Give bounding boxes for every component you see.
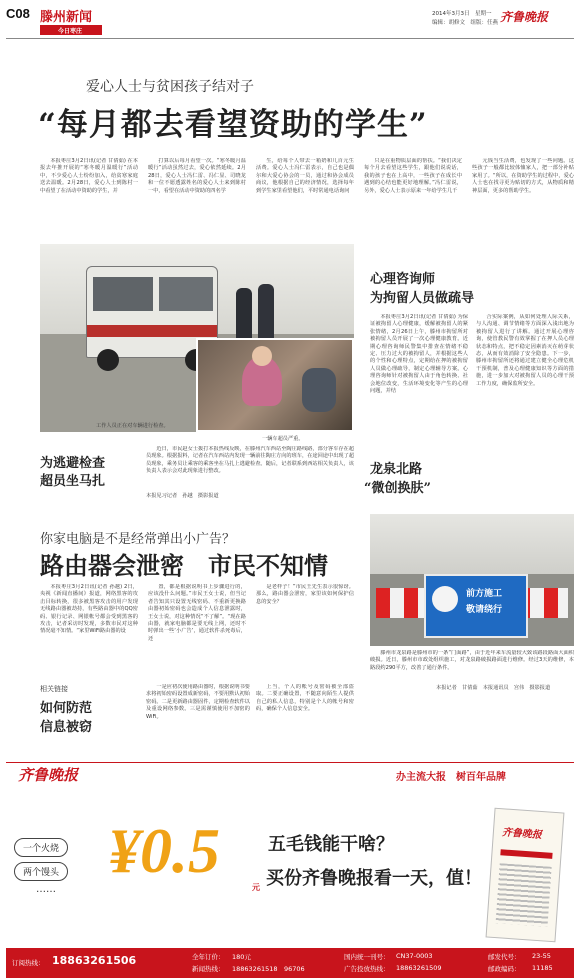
related-link-kicker: 相关链接	[40, 685, 68, 693]
lead-headline: “每月都去看望资助的学生”	[38, 107, 428, 143]
staff-line: 编辑：胡修文 组版：任燕	[432, 20, 499, 26]
bus-inspection-photo	[40, 244, 354, 432]
sky	[370, 514, 574, 574]
cn-number: CN37-0003	[396, 952, 433, 960]
annual-price-label: 全年订价：	[192, 953, 225, 961]
related-link-title-line1: 如何防范	[40, 701, 93, 716]
hotline-label: 订阅热线：	[12, 959, 45, 967]
subsection-title: 今日枣庄	[58, 28, 83, 35]
overloaded-bus-inset-photo	[196, 338, 354, 432]
ad-hotline: 18863261509	[396, 964, 442, 972]
passenger-figure	[302, 368, 336, 412]
ad-question: 五毛钱能干啥？	[268, 834, 394, 855]
photo-caption-a: 工作人员正在对车辆进行检查。	[96, 423, 169, 429]
passenger-face	[252, 346, 272, 366]
subscription-advertisement	[0, 752, 580, 980]
related-link-column-1: 一是应初次使用路由器时，根据说明书要求将初始密码设置成新密码，不要用默认初始密码。二是更新路由器固件，定期检查软件以及重设网络参数。三是需谨慎使用不加密的WiFi。	[146, 684, 250, 720]
bus-stripe	[87, 325, 217, 337]
ad-ellipsis: ……	[36, 884, 56, 895]
ad-pill-2: 两个馒头	[14, 862, 68, 881]
ad-answer: 买份齐鲁晚报看一天，值！	[266, 868, 482, 889]
router-headline: 路由器会泄密 市民不知情	[40, 551, 328, 580]
sign-text-line1: 前方施工	[466, 589, 503, 599]
bus-wheel	[97, 349, 119, 371]
road-story-title-line1: 龙泉北路	[370, 462, 423, 477]
psych-story-title-line1: 心理咨询师	[370, 272, 436, 287]
cn-number-label: 国内统一刊号：	[344, 953, 390, 961]
news-hotline: 18863261518 96706	[232, 965, 305, 973]
psych-column-1: 本报枣庄3月2日讯(记者 甘倩茹) 为保证被拘留人心理健康，缓解被拘留人的紧张情绪，2月26日上午，滕州市拘留所对被拘留人员开展了一次心理健康教育。近期心理咨询师民警集中排查在情绪不稳定、压力过大的被拘留人，并根据这些人的个性和心理特点，定期给在押的被拘留人员做心理疏导，制定心理辅导方案。心理咨询师针对被拘留人由于角色转换、社会地位改变，生活环境变化等产生的心理问题，并结	[370, 314, 468, 395]
page-header	[0, 0, 580, 40]
lead-column-1: 本报枣庄3月2日讯(记者 甘倩茹) 在本报去年推开展的“寒冬暖月温暖行”活动中，不少爱心人士纷纷加入，给贫寒家庭送去温暖。2月28日，爱心人士到陈村一中看望了在活动中资助的学生，并	[40, 158, 138, 194]
psych-story-title-line2: 为拘留人员做疏导	[370, 291, 475, 306]
sign-emblem-icon	[432, 586, 458, 612]
construction-sign	[424, 574, 528, 638]
section-title: 滕州新闻	[40, 10, 93, 25]
ad-price: ¥0.5	[108, 815, 220, 886]
page-number: C08	[6, 6, 30, 21]
header-rule	[6, 38, 574, 39]
news-hotline-label: 新闻热线：	[192, 965, 225, 973]
bus-story-title-line1: 为逃避检查	[40, 456, 106, 471]
bus-story-body: 近日，市民赵女士拨打本报热线反映，在滕州汽车西站至陶庄路线路，部分客车存在超员现象。根据报料，记者在汽车西站内发现一辆前往陶庄方向的班车，在途回途中出现了超员现象，乘务员让乘客的乘客坐在马扎上逃避检查。随后，记者联系到西站相关负责人，该负责人表示会对此现象进行整改。	[146, 446, 354, 475]
date-line: 2014年3月3日 星期一	[432, 11, 492, 17]
psych-column-2: 合实际案例，从如何处理人际关系，与人沟通、调节情绪等方面深入浅出地为被拘留人进行了讲解。通过开展心理咨询，使管教民警有效掌握了在押人员心理状态和特点，把不稳定因素消灭在萌芽状态，从而有效消除了安全隐患。下一步，滕州市拘留所还将通过建立健全心理危机干预机制，普及心理健康知识等方面的措施，进一步加大对被拘留人员的心理干预工作力度，确保监所安全。	[476, 314, 574, 387]
lead-column-3: 生，给每个人带去一箱奶和几百元生活费。爱心人士冯仁雷表示，自己也是偶尔和大爱心协会的一员，通过和协会成员商议，他根据自己的经济情况，选择每年到学生家里看望他们，平时常通电话询问	[256, 158, 354, 194]
zip-code: 11185	[532, 964, 553, 972]
ad-newspaper-roll	[486, 808, 565, 943]
lead-column-2: 打算以后每月看望一次。“寒冬暖月温暖行”活动虽然过去，爱心依然延续。2月28日，爱心人士冯仁雷、冯仁显、司晓龙和一位不愿透露姓名的爱心人士来到陈村一中，看望在活动中资助的四名学	[148, 158, 246, 194]
road-photo-caption: 滕州市龙泉路是滕州市的一条“门面路”，由于近年来车流量较大致该路段路面大面积破损。近日，滕州市市政处组织施工，对龙泉路破损路面进行维修。经过3天的维修，本路段约290平方，改善了通行条件。	[370, 650, 574, 671]
ad-footer	[6, 948, 574, 978]
related-link-column-2: 上当，个人的帐号及密码被全部盗取。二要正确设置，不随意向陌生人提供自己的私人信息，特别是个人的帐号和密码，确保个人信息安全。	[256, 684, 354, 713]
mail-code-label: 邮发代号：	[488, 953, 521, 961]
ad-roll-text-lines	[496, 863, 552, 926]
bus-story-title-line2: 超员坐马扎	[40, 474, 106, 489]
ad-hotline-label: 广告投放热线：	[344, 965, 390, 973]
hotline-number: 18863261506	[52, 954, 137, 967]
lead-column-4: 只是在重物质层面的帮扶。“我们决定每个月去看望这些学生，跟他们说说话，我的孩子也在上高中，一些孩子在成长中遇到的心结也能更好地理解。”冯仁雷说，另外，爱心人士表示原来一年给学生几千	[364, 158, 462, 194]
sign-text-line2: 敬请绕行	[466, 605, 503, 615]
ad-roll-logo: 齐鲁晚报	[501, 827, 543, 842]
ad-price-unit: 元	[252, 883, 260, 892]
related-link-title-line2: 信息被窃	[40, 720, 93, 735]
ad-pill-1: 一个火烧	[14, 838, 68, 857]
zip-code-label: 邮政编码：	[488, 965, 521, 973]
bus-window	[159, 277, 213, 311]
road-byline: 本报记者 甘倩茹 本报通讯员 宫伟 摄影报道	[436, 685, 551, 691]
router-kicker: 你家电脑是不是经常弹出小广告？	[40, 532, 236, 547]
router-column-3: 是老样子！”市民王先生表示很惊讶。那么，路由器会泄密，家里该如何保护信息的安全？	[256, 584, 354, 605]
ad-logo: 齐鲁晚报	[18, 766, 79, 784]
router-column-1: 本报枣庄3月2日讯(记者 孙越) 2日，央视《新闻直播间》报道，网络黑客的攻击目标转换，很多被黑客攻击的用户发现无线路由器被劫持，有些路由器中的QQ密码、银行记录、网银帐号都会受到黑客的攻击，记者采访时发现，多数市民对这种情况毫不知情。“家里WiFi路由器的设	[40, 584, 138, 635]
road-story-title-line2: “微创换肤”	[364, 481, 431, 496]
lead-column-5: 元钱当生活费，也发现了一些问题。这些孩子一般都比较体恤家人，把一部分补贴家用了。“所以，在资助学生的过程中，爱心人士也在找寻更为贴切的方式，从物质和精神层面，更多的帮助学生。	[472, 158, 574, 194]
router-column-2: 置，都是根据说明书上步骤进行的，应该没什么问题。”市民王女士说，但当记者告知其只设置无线密码、不重新更换路由器初始密码也会造成个人信息泄露时，王女士说，对这种情况“不了解”。“现在路由器，就家电脑都是要无线上网，还时不时弹出一些‘小广告’，通过软件杀死毒后，还	[148, 584, 246, 642]
lead-kicker: 爱心人士与贫困孩子结对子	[86, 79, 254, 95]
road-construction-photo	[370, 514, 574, 646]
bus-windshield	[93, 277, 153, 311]
ad-roll-band	[500, 849, 552, 859]
photo-caption-b: 一辆车超员严重。	[262, 436, 304, 442]
newspaper-logo: 齐鲁晚报	[500, 10, 549, 24]
mail-code: 23-55	[532, 952, 551, 960]
bus-story-byline: 本报见习记者 孙越 摄影报道	[146, 493, 219, 499]
annual-price: 180元	[232, 953, 251, 961]
ad-slogan: 办主流大报 树百年品牌	[396, 772, 506, 783]
